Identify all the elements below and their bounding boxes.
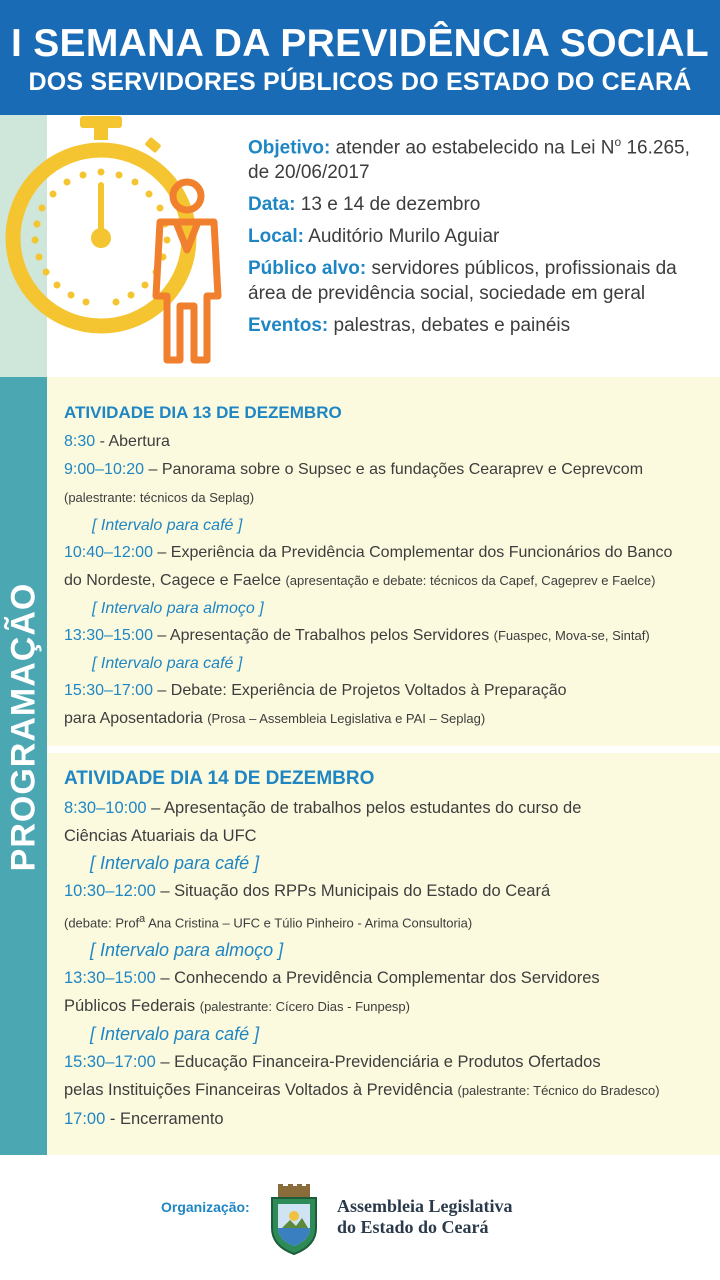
schedule-note: (apresentação e debate: técnicos da Capef, Cageprev e Faelce) bbox=[285, 573, 656, 588]
schedule-text: – Debate: Experiência de Projetos Voltados à Preparação bbox=[152, 682, 567, 699]
schedule-note: (Fuaspec, Mova-se, Sintaf) bbox=[493, 628, 650, 643]
local-text: Auditório Murilo Aguiar bbox=[308, 226, 500, 248]
objetivo-text: atender ao estabelecido na Lei N bbox=[335, 137, 615, 159]
publico-text: servidores públicos, profissionais da área de previdência social, sociedade em geral bbox=[248, 258, 677, 305]
eventos-row bbox=[248, 313, 708, 338]
day1-schedule bbox=[64, 402, 714, 733]
schedule-time: 15:30–17:00 bbox=[64, 1053, 156, 1072]
schedule-item bbox=[64, 1105, 714, 1133]
data-text: 13 e 14 de dezembro bbox=[300, 194, 481, 216]
schedule-time: 9:00–10:20 bbox=[64, 461, 145, 478]
header-banner bbox=[0, 0, 720, 115]
organizer-name-line2: do Estado do Ceará bbox=[337, 1217, 489, 1237]
schedule-item bbox=[64, 622, 714, 650]
schedule-text: para Aposentadoria bbox=[64, 710, 208, 727]
local-row bbox=[248, 224, 708, 249]
programacao-label: PROGRAMAÇÃO bbox=[4, 582, 43, 872]
break-label: [ Intervalo para almoço ] bbox=[90, 940, 284, 961]
eventos-label: Eventos: bbox=[248, 315, 329, 337]
break-label: [ Intervalo para café ] bbox=[90, 1024, 260, 1045]
schedule-time: 17:00 bbox=[64, 1110, 106, 1129]
schedule-item-cont bbox=[64, 992, 714, 1021]
schedule-time: 8:30 bbox=[64, 433, 96, 450]
schedule-text: – Apresentação de trabalhos pelos estudantes do curso de bbox=[146, 799, 582, 817]
schedule-item bbox=[64, 677, 714, 705]
schedule-text: – Apresentação de Trabalhos pelos Servidores bbox=[152, 627, 494, 644]
objetivo-label: Objetivo: bbox=[248, 137, 331, 159]
objetivo-text-2: 16.265, de 20/06/2017 bbox=[248, 137, 690, 184]
event-title: I SEMANA DA PREVIDÊNCIA SOCIAL bbox=[10, 22, 710, 65]
schedule-text: – Situação dos RPPs Municipais do Estado do Ceará bbox=[155, 882, 551, 900]
note-part: Ana Cristina – UFC e Túlio Pinheiro - Arima Consultoria) bbox=[145, 915, 473, 931]
schedule-text: – Educação Financeira-Previdenciária e Produtos Ofertados bbox=[155, 1053, 601, 1072]
day-separator bbox=[47, 746, 720, 753]
publico-label: Público alvo: bbox=[248, 258, 367, 280]
assembleia-seal-icon bbox=[266, 1184, 322, 1256]
eventos-text: palestras, debates e painéis bbox=[333, 315, 571, 337]
data-label: Data: bbox=[248, 194, 296, 216]
schedule-item bbox=[64, 539, 714, 567]
schedule-item-cont bbox=[64, 1076, 714, 1105]
local-label: Local: bbox=[248, 226, 304, 248]
schedule-text: pelas Instituições Financeiras Voltados à Previdência bbox=[64, 1081, 458, 1100]
schedule-time: 10:30–12:00 bbox=[64, 882, 156, 900]
schedule-note: (Prosa – Assembleia Legislativa e PAI – Seplag) bbox=[207, 711, 486, 726]
schedule-text: - Encerramento bbox=[105, 1110, 224, 1129]
objetivo-row bbox=[248, 130, 708, 185]
publico-row bbox=[248, 256, 708, 306]
schedule-text: – Panorama sobre o Supsec e as fundações Cearaprev e Ceprevcom bbox=[144, 461, 644, 478]
schedule-item bbox=[64, 877, 714, 905]
break-label: [ Intervalo para café ] bbox=[92, 655, 243, 672]
schedule-note bbox=[64, 905, 714, 937]
schedule-text: – Conhecendo a Previdência Complementar dos Servidores bbox=[155, 969, 600, 988]
schedule-note: (palestrante: técnicos da Seplag) bbox=[64, 490, 255, 505]
schedule-note: (palestrante: Técnico do Bradesco) bbox=[457, 1083, 660, 1099]
schedule-time: 15:30–17:00 bbox=[64, 682, 153, 699]
schedule-item bbox=[64, 1048, 714, 1076]
schedule-item bbox=[64, 428, 714, 456]
organizer-name-line1: Assembleia Legislativa bbox=[337, 1196, 513, 1216]
schedule-text: – Experiência da Previdência Complementar dos Funcionários do Banco bbox=[152, 544, 673, 561]
schedule-item-cont bbox=[64, 567, 714, 595]
schedule-item bbox=[64, 964, 714, 992]
schedule-text: do Nordeste, Cagece e Faelce bbox=[64, 572, 286, 589]
stopwatch-person-illustration bbox=[0, 110, 240, 372]
day2-title: ATIVIDADE DIA 14 DE DEZEMBRO bbox=[64, 768, 375, 789]
objetivo-superscript: o bbox=[614, 135, 622, 149]
event-details bbox=[248, 130, 708, 345]
break-label: [ Intervalo para café ] bbox=[90, 853, 260, 873]
schedule-text: - Abertura bbox=[95, 433, 170, 450]
note-part: (debate: Prof bbox=[64, 915, 140, 931]
break-label: [ Intervalo para almoço ] bbox=[92, 600, 264, 617]
break-label: [ Intervalo para café ] bbox=[92, 517, 243, 534]
event-subtitle: DOS SERVIDORES PÚBLICOS DO ESTADO DO CEARÁ bbox=[28, 68, 692, 96]
organizacao-label: Organização: bbox=[161, 1199, 250, 1215]
day1-title: ATIVIDADE DIA 13 DE DEZEMBRO bbox=[64, 403, 342, 422]
organizer-name bbox=[337, 1196, 513, 1238]
schedule-time: 8:30–10:00 bbox=[64, 799, 147, 817]
note-superscript: a bbox=[139, 913, 146, 925]
schedule-note: (palestrante: Cícero Dias - Funpesp) bbox=[199, 999, 410, 1015]
schedule-text: Públicos Federais bbox=[64, 997, 200, 1016]
schedule-item bbox=[64, 456, 714, 484]
data-row bbox=[248, 192, 708, 217]
schedule-item-cont: Ciências Atuariais da UFC bbox=[64, 827, 257, 845]
schedule-time: 13:30–15:00 bbox=[64, 969, 156, 988]
schedule-time: 13:30–15:00 bbox=[64, 627, 153, 644]
schedule-item-cont bbox=[64, 705, 714, 733]
schedule-time: 10:40–12:00 bbox=[64, 544, 153, 561]
schedule-item bbox=[64, 794, 714, 822]
day2-schedule bbox=[64, 767, 714, 1133]
